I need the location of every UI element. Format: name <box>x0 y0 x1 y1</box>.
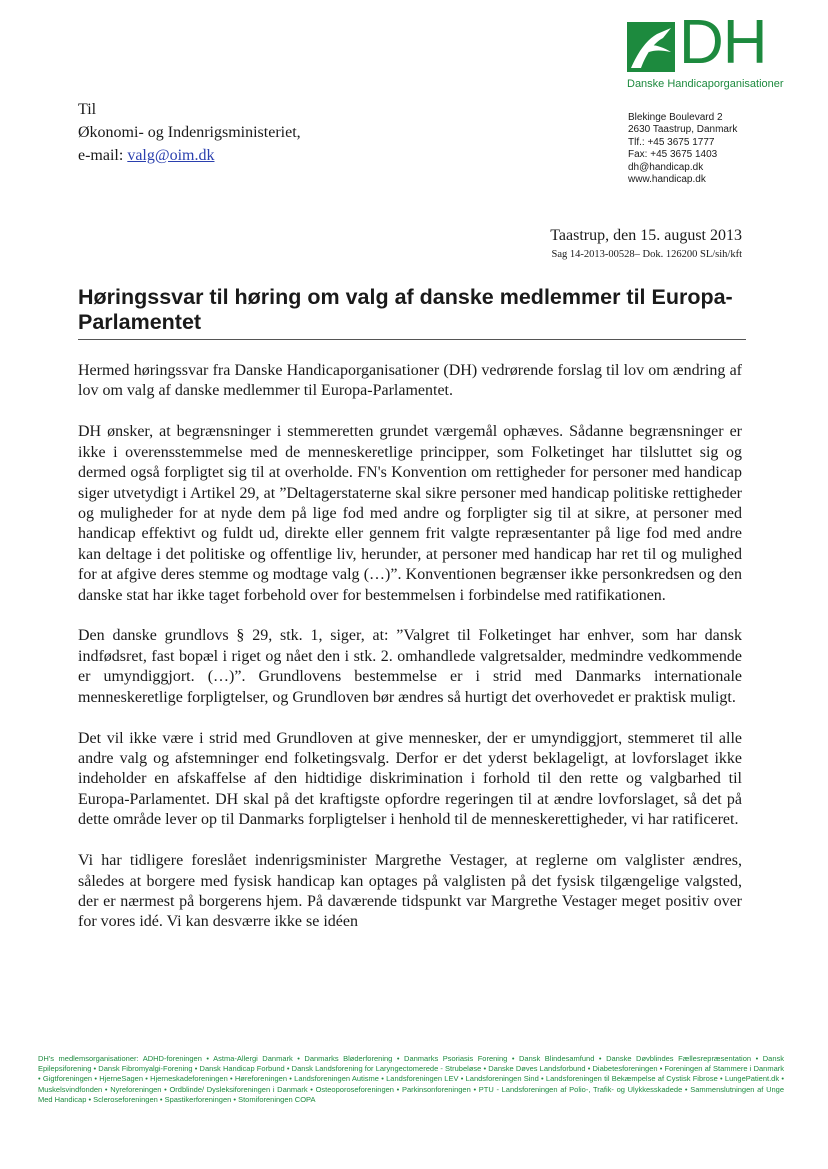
page-title: Høringssvar til høring om valg af danske medlemmer til Europa-Parlamentet <box>78 285 746 340</box>
address-street: Blekinge Boulevard 2 <box>628 112 723 123</box>
address-web: www.handicap.dk <box>628 174 706 186</box>
bird-emblem-icon <box>627 22 675 72</box>
letter-body <box>78 361 742 953</box>
recipient-email-link[interactable]: valg@oim.dk <box>127 147 215 164</box>
paragraph-proposal: Det vil ikke være i strid med Grundloven at give mennesker, der er umyndiggjort, stemmeret til alle andre valg og afstemninger end folketingsvalg. Derfor er det yderst beklageligt, at lovforslaget ikke indeholder en afskaffelse af den hidtidige diskrimination i forhold til den rette og valgbarhed til Europa-Parlamentet. DH skal på det kraftigste opfordre regeringen til at ændre lovforslaget, så det på dette område lever op til Danmarks forpligtelser i henhold til de menneskerettigheder, vi har ratificeret. <box>78 729 742 829</box>
recipient-email-label: e-mail: <box>78 147 128 164</box>
logo-bird-icon <box>627 22 675 72</box>
paragraph-intro: Hermed høringssvar fra Danske Handicaporganisationer (DH) vedrørende forslag til lov om ændring af lov om valg af danske medlemmer til Europa-Parlamentet. <box>78 362 742 400</box>
logo-letters: DH <box>679 8 767 77</box>
recipient-ministry: Økonomi- og Indenrigsministeriet, <box>78 124 301 141</box>
paragraph-constitution: Den danske grundlovs § 29, stk. 1, siger, at: ”Valgret til Folketinget har enhver, som har dansk indfødsret, fast bopæl i riget og nået den i stk. 2. omhandlede valgretsalder, medmindre vedkommende er umyndiggjort. (…)”. Grundlovens bestemmelse er i strid med Danmarks internationale menneskeretlige forpligtelser, og Grundloven bør ændres så hurtigt det overhovedet er praktisk muligt. <box>78 627 742 706</box>
recipient-to: Til <box>78 101 97 118</box>
sender-address <box>628 112 737 186</box>
dateline: Taastrup, den 15. august 2013 <box>550 227 742 244</box>
address-email: dh@handicap.dk <box>628 161 704 173</box>
recipient-email-line <box>78 144 301 167</box>
address-phone: Tlf.: +45 3675 1777 <box>628 136 715 148</box>
paragraph-voter-lists: Vi har tidligere foreslået indenrigsminister Margrethe Vestager, at reglerne om valglister ændres, således at borgere med fysisk handicap kan optages på valglisten på det fysisk tilgængelige valgsted, der er nærmest på borgerens hjem. På daværende tidspunkt var Margrethe Vestager meget positiv over for vores idé. Vi kan desværre ikke se idéen <box>78 852 742 931</box>
address-fax: Fax: +45 3675 1403 <box>628 149 718 161</box>
paragraph-convention: DH ønsker, at begrænsninger i stemmeretten grundet værgemål ophæves. Sådanne begrænsninger er ikke i overensstemmelse med de menneskeretlige principper, som Folketinget har tilsluttet sig og dermed også forpligtet sig til at overholde. FN's Konvention om rettigheder for personer med handicap siger utvetydigt i Artikel 29, at ”Deltagerstaterne skal sikre personer med handicap politiske rettigheder og muligheder for at nyde dem på lige fod med andre og forpligter sig til at sikre, at personer med handicap effektivt og fuldt ud, direkte eller gennem frit valgte repræsentanter på lige fod med andre kan deltage i det politiske og offentlige liv, herunder, at personer med handicap har ret til og mulighed for at afgive deres stemme og modtage valg (…)”. Konventionen begrænser ikke personkredsen og den danske stat har ikke taget forbehold over for bestemmelsen i forbindelse med ratifikationen. <box>78 423 742 604</box>
member-organisations-footer: DH's medlemsorganisationer: ADHD-foreningen • Astma-Allergi Danmark • Danmarks Bløderforening • Danmarks Psoriasis Forening • Dansk Blindesamfund • Danske Døvblindes Fællesrepræsentation • Dansk Epilepsiforening • Dansk Fibromyalgi-Forening • Dansk Handicap Forbund • Dansk Landsforening for Laryngectomerede - Strubeløse • Danske Døves Landsforbund • Diabetesforeningen • Foreningen af Stammere i Danmark • Gigtforeningen • HjerneSagen • Hjerneskadeforeningen • Høreforeningen • Landsforeningen Autisme • Landsforeningen LEV • Landsforeningen Sind • Landsforeningen til Bekæmpelse af Cystisk Fibrose • LungePatient.dk • Muskelsvindfonden • Nyreforeningen • Ordblinde/ Dysleksiforeningen i Danmark • Osteoporoseforeningen • Parkinsonforeningen • PTU - Landsforeningen af Polio-, Trafik- og Ulykkesskadede • Sammenslutningen af Unge Med Handicap • Scleroseforeningen • Spastikerforeningen • Stomiforeningen COPA <box>38 1054 784 1104</box>
address-city: 2630 Taastrup, Danmark <box>628 124 738 136</box>
logo-organisation-name: Danske Handicaporganisationer <box>627 78 784 90</box>
case-reference: Sag 14-2013-00528– Dok. 126200 SL/sih/kft <box>551 249 742 260</box>
dh-logo <box>627 8 792 98</box>
recipient-block <box>78 98 301 167</box>
